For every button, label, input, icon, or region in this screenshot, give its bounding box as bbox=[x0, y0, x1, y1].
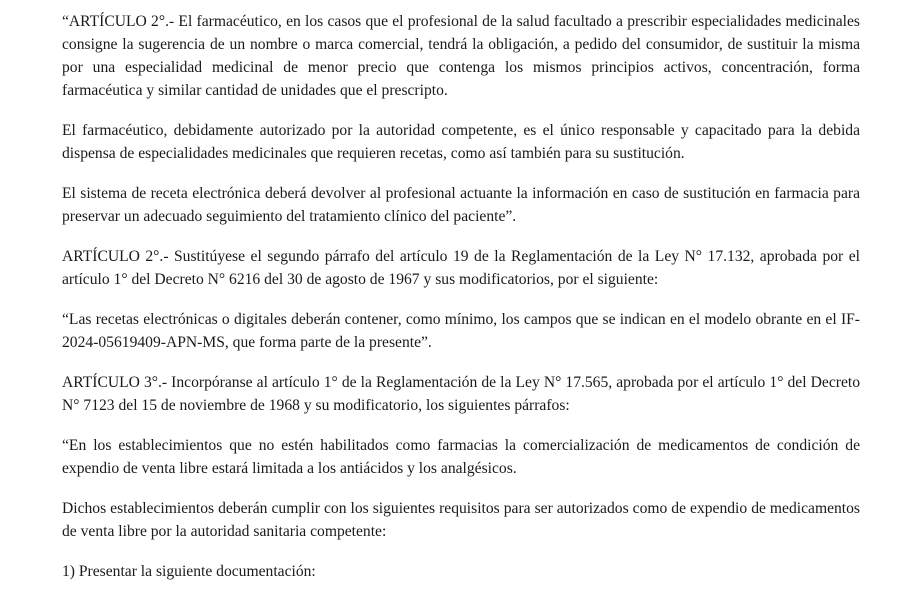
paragraph-recetas-campos: “Las recetas electrónicas o digitales deberán contener, como mínimo, los campos que se indican en el modelo obrante en el IF-2024-05619409-APN-MS, que forma parte de la presente”. bbox=[62, 311, 860, 351]
paragraph-articulo-2-sustituyese: ARTÍCULO 2°.- Sustitúyese el segundo párrafo del artículo 19 de la Reglamentación de la Ley N° 17.132, aprobada por el artículo 1° del Decreto N° 6216 del 30 de agosto de 1967 y sus modificatorios, por el siguiente: bbox=[62, 248, 860, 288]
paragraph-requisitos: Dichos establecimientos deberán cumplir con los siguientes requisitos para ser autorizados como de expendio de medicamentos de venta libre por la autoridad sanitaria competente: bbox=[62, 500, 860, 540]
paragraph-articulo-3: ARTÍCULO 3°.- Incorpóranse al artículo 1° de la Reglamentación de la Ley N° 17.565, aprobada por el artículo 1° del Decreto N° 7123 del 15 de noviembre de 1968 y su modificatorio, los siguientes párrafos: bbox=[62, 374, 860, 414]
paragraph-documentacion: 1) Presentar la siguiente documentación: bbox=[62, 563, 316, 580]
paragraph-farmaceutico-responsable: El farmacéutico, debidamente autorizado por la autoridad competente, es el único responsable y capacitado para la debida dispensa de especialidades medicinales que requieren recetas, como así también para su sustitución. bbox=[62, 122, 860, 162]
paragraph-receta-electronica: El sistema de receta electrónica deberá devolver al profesional actuante la información en caso de sustitución en farmacia para preservar un adecuado seguimiento del tratamiento clínico del paciente”. bbox=[62, 185, 860, 225]
paragraph-establecimientos: “En los establecimientos que no estén habilitados como farmacias la comercialización de medicamentos de condición de expendio de venta libre estará limitada a los antiácidos y los analgésicos. bbox=[62, 437, 860, 477]
paragraph-articulo-2-farmaceutico: “ARTÍCULO 2°.- El farmacéutico, en los casos que el profesional de la salud facultado a prescribir especialidades medicinales consigne la sugerencia de un nombre o marca comercial, tendrá la obligación, a pedido del consumidor, de sustituir la misma por una especialidad medicinal de menor precio que contenga los mismos principios activos, concentración, forma farmacéutica y similar cantidad de unidades que el prescripto. bbox=[62, 13, 860, 99]
